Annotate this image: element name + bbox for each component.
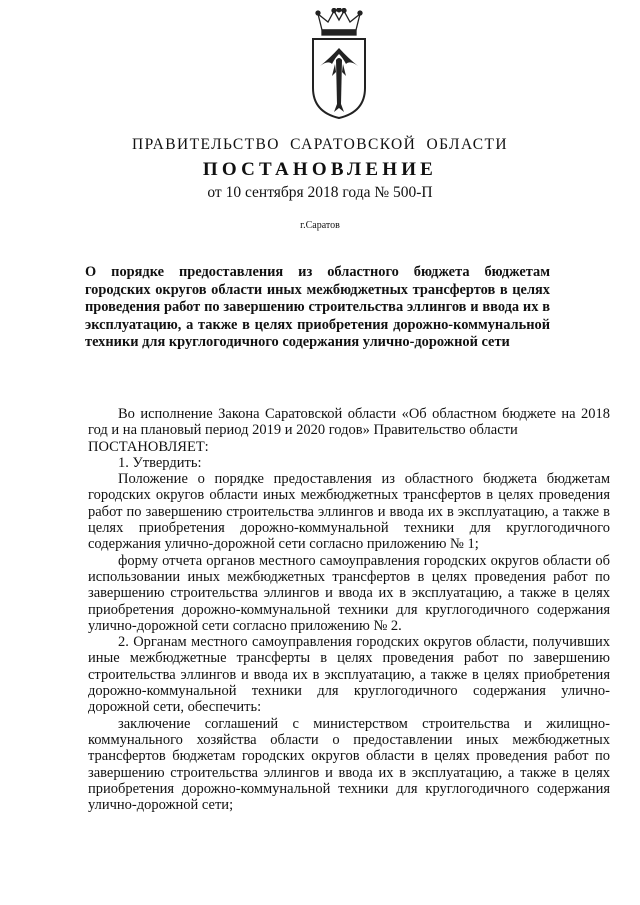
paragraph-report-form: форму отчета органов местного самоуправления городских округов области об использовании иных межбюджетных трансфертов в целях проведения работ по завершению строительства эллингов и ввода их в эксплуатацию, а также в целях приобретения дорожно-коммунальной техники для круглогодичного содержания улично-дорожной сети согласно приложению № 2. bbox=[88, 552, 610, 634]
city: г.Саратов bbox=[300, 220, 340, 231]
paragraph-regulation: Положение о порядке предоставления из областного бюджета бюджетам городских округов области иных межбюджетных трансфертов в целях проведения работ по завершению строительства эллингов и ввода их в эксплуатацию, а также в целях приобретения дорожно-коммунальной техники для круглогодичного содержания улично-дорожной сети согласно приложению № 1; bbox=[88, 471, 610, 553]
document-body bbox=[88, 406, 610, 813]
government-name: ПРАВИТЕЛЬСТВО САРАТОВСКОЙ ОБЛАСТИ bbox=[132, 136, 508, 153]
document-type: ПОСТАНОВЛЕНИЕ bbox=[202, 159, 438, 180]
document-subject: О порядке предоставления из областного бюджета бюджетам городских округов области иных межбюджетных трансфертов в целях проведения работ по завершению строительства эллингов и ввода их в эксплуатацию, а также в целях приобретения дорожно-коммунальной техники для круглогодичного содержания улично-дорожной сети bbox=[85, 264, 550, 351]
paragraph-resolves: ПОСТАНОВЛЯЕТ: bbox=[88, 438, 209, 455]
date-number: от 10 сентября 2018 года № 500-П bbox=[207, 184, 433, 201]
paragraph-preamble: Во исполнение Закона Саратовской области «Об областном бюджете на 2018 год и на плановый период 2019 и 2020 годов» Правительство области bbox=[88, 406, 610, 439]
paragraph-item-2: 2. Органам местного самоуправления городских округов области, получивших иные межбюджетные трансферты в целях проведения работ по завершению строительства эллингов и ввода их в эксплуатацию, а также в целях приобретения дорожно-коммунальной техники для круглогодичного содержания улично-дорожной сети, обеспечить: bbox=[88, 634, 610, 716]
crown-icon bbox=[316, 8, 362, 35]
paragraph-item-1: 1. Утвердить: bbox=[118, 454, 202, 471]
coat-of-arms-emblem bbox=[308, 8, 370, 120]
paragraph-agreements: заключение соглашений с министерством строительства и жилищно-коммунального хозяйства области о предоставлении иных межбюджетных трансфертов бюджетам городских округов области в целях проведения работ по завершению строительства эллингов и ввода их в эксплуатацию, а также в целях приобретения дорожно-коммунальной техники для круглогодичного содержания улично-дорожной сети; bbox=[88, 715, 610, 814]
